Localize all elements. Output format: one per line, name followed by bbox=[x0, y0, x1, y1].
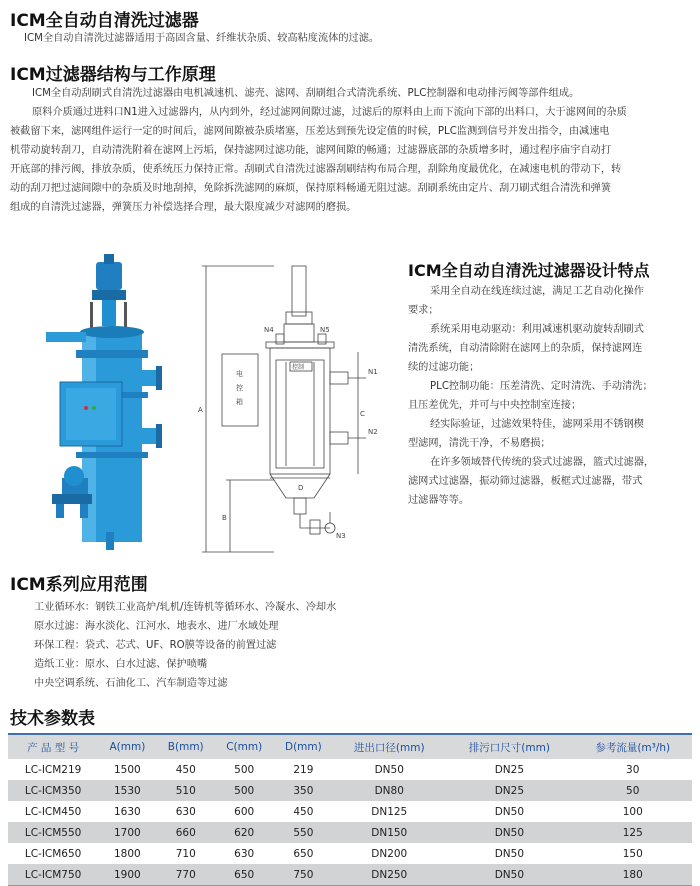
table-cell: DN200 bbox=[371, 847, 408, 860]
inner-label: 控制 bbox=[292, 364, 305, 371]
box-text-2: 控 bbox=[236, 384, 243, 392]
table-cell: 1630 bbox=[114, 805, 141, 818]
structure-line: 原料介质通过进料口N1进入过滤器内，从内到外，经过滤网间隙过滤，过滤后的原料由上而下流向下部的出料口，大于滤网间的杂质 bbox=[32, 107, 627, 118]
intro-text: ICM全自动自清洗过滤器适用于高固含量、纤维状杂质、较高粘度流体的过滤。 bbox=[24, 33, 380, 44]
table-cell: 660 bbox=[157, 822, 215, 843]
table-cell: 1530 bbox=[98, 780, 156, 801]
table-cell: 500 bbox=[215, 780, 274, 801]
feature-line: 滤网式过滤器，振动筛过滤器，板框式过滤器，带式 bbox=[408, 476, 643, 487]
table-cell: DN50 bbox=[445, 822, 573, 843]
label-n3: N3 bbox=[336, 532, 346, 540]
column-header: C(mm) bbox=[215, 734, 274, 759]
table-cell: LC-ICM550 bbox=[8, 822, 98, 843]
table-cell: LC-ICM650 bbox=[24, 847, 82, 860]
table-cell: LC-ICM750 bbox=[8, 864, 98, 886]
table-cell: 150 bbox=[622, 847, 643, 860]
label-b: B bbox=[222, 514, 227, 522]
table-cell: LC-ICM450 bbox=[24, 805, 82, 818]
column-header: D(mm) bbox=[273, 734, 333, 759]
column-header: 参考流量(m³/h) bbox=[573, 734, 692, 759]
structure-line: 动的刮刀把过滤间隙中的杂质及时地刮掉，免除拆洗滤网的麻烦，保持原料畅通无阻过滤。刮刷系统由定片、刮刀刷式组合清洗和弹簧 bbox=[10, 183, 612, 194]
feature-line: 且压差优先，并可与中央控制室连接； bbox=[408, 400, 582, 411]
table-cell: 30 bbox=[626, 763, 640, 776]
feature-line: 过滤器等等。 bbox=[408, 495, 470, 506]
table-cell: 630 bbox=[234, 847, 255, 860]
table-cell: 620 bbox=[215, 822, 274, 843]
feature-line: 要求； bbox=[408, 305, 439, 316]
table-cell: DN80 bbox=[333, 780, 445, 801]
feature-line: PLC控制功能：压差清洗、定时清洗、手动清洗； bbox=[430, 381, 653, 392]
table-cell: 710 bbox=[175, 847, 196, 860]
table-cell: 650 bbox=[215, 864, 274, 886]
table-cell: DN150 bbox=[333, 822, 445, 843]
table-cell: DN25 bbox=[445, 780, 573, 801]
table-cell: 1700 bbox=[98, 822, 156, 843]
feature-line: 型滤网，清洗干净，不易磨损； bbox=[408, 438, 551, 449]
label-n5: N5 bbox=[320, 326, 330, 334]
product-illustration bbox=[16, 232, 186, 554]
table-row bbox=[8, 801, 692, 822]
application-item: 中央空调系统、石油化工、汽车制造等过滤 bbox=[34, 678, 228, 689]
label-n4: N4 bbox=[264, 326, 274, 334]
table-cell: 450 bbox=[293, 805, 314, 818]
table-row bbox=[8, 843, 692, 864]
feature-line: 续的过滤功能； bbox=[408, 362, 480, 373]
table-cell: DN25 bbox=[494, 763, 525, 776]
table-cell: DN50 bbox=[374, 763, 404, 776]
table-row bbox=[8, 822, 692, 843]
applications-heading: ICM系列应用范围 bbox=[10, 575, 148, 595]
applications-list bbox=[34, 598, 336, 693]
table-cell: 750 bbox=[273, 864, 333, 886]
application-item: 环保工程：袋式、芯式、UF、RO膜等设备的前置过滤 bbox=[34, 640, 277, 651]
structure-line: 开底部的排污阀，排放杂质，使系统压力保持正常。刮刷式自清洗过滤器刮刷结构布局合理，刮除角度最优化，在减速电机的带动下，转 bbox=[10, 164, 622, 175]
table-cell: 450 bbox=[175, 763, 196, 776]
table-cell: 219 bbox=[293, 763, 314, 776]
application-item: 造纸工业：原水、白水过滤、保护喷嘴 bbox=[34, 659, 208, 670]
spec-table bbox=[8, 733, 692, 886]
column-header: B(mm) bbox=[157, 734, 215, 759]
table-cell: 125 bbox=[573, 822, 692, 843]
features-heading: ICM全自动自清洗过滤器设计特点 bbox=[408, 261, 650, 280]
table-cell: 550 bbox=[273, 822, 333, 843]
label-n2: N2 bbox=[368, 428, 378, 436]
table-cell: 1900 bbox=[98, 864, 156, 886]
column-header: 产 品 型 号 bbox=[8, 734, 98, 759]
structure-paragraph bbox=[10, 84, 690, 217]
table-cell: LC-ICM219 bbox=[24, 763, 82, 776]
table-cell: 50 bbox=[573, 780, 692, 801]
table-cell: 1800 bbox=[114, 847, 141, 860]
application-item: 原水过滤：海水淡化、江河水、地表水、进厂水域处理 bbox=[34, 621, 279, 632]
table-cell: DN50 bbox=[494, 847, 525, 860]
table-row bbox=[8, 864, 692, 886]
column-header: 排污口尺寸(mm) bbox=[445, 734, 573, 759]
box-text-1: 电 bbox=[236, 370, 243, 378]
table-cell: 1500 bbox=[114, 763, 141, 776]
label-n1: N1 bbox=[368, 368, 378, 376]
label-a: A bbox=[198, 406, 203, 414]
feature-line: 系统采用电动驱动：利用减速机驱动旋转刮刷式 bbox=[430, 324, 644, 335]
label-d: D bbox=[298, 484, 304, 492]
table-cell: DN50 bbox=[494, 805, 525, 818]
table-row bbox=[8, 780, 692, 801]
feature-line: 清洗系统，自动清除附在滤网上的杂质，保持滤网连 bbox=[408, 343, 643, 354]
table-cell: 650 bbox=[293, 847, 314, 860]
table-cell: 510 bbox=[157, 780, 215, 801]
table-cell: 770 bbox=[157, 864, 215, 886]
feature-line: 在许多领域替代传统的袋式过滤器，篮式过滤器， bbox=[430, 457, 655, 468]
table-row bbox=[8, 759, 692, 780]
features-list bbox=[408, 282, 690, 510]
structure-line: 机带动旋转刮刀，自动清洗附着在滤网上污垢，保持滤网过滤功能，滤网间隙的畅通；过滤器底部的杂质增多时，通过程序庙宇自动打 bbox=[10, 145, 612, 156]
table-cell: 180 bbox=[573, 864, 692, 886]
table-cell: 630 bbox=[175, 805, 196, 818]
table-cell: DN250 bbox=[333, 864, 445, 886]
table-cell: LC-ICM350 bbox=[8, 780, 98, 801]
table-cell: 500 bbox=[234, 763, 255, 776]
structure-line: 被截留下来，滤网组件运行一定的时间后，滤网间隙被杂质堵塞，压差达到预先设定值的时候，PLC监测到信号并发出指令，由减速电 bbox=[10, 126, 610, 137]
structure-heading: ICM过滤器结构与工作原理 bbox=[10, 65, 216, 85]
feature-line: 经实际验证，过滤效果特佳，滤网采用不锈钢楔 bbox=[430, 419, 644, 430]
dimension-diagram bbox=[190, 252, 400, 568]
feature-line: 采用全自动在线连续过滤，满足工艺自动化操作 bbox=[430, 286, 644, 297]
structure-line: 组成的自清洗过滤器，弹簧压力补偿选择合理，最大限度减少对滤网的磨损。 bbox=[10, 202, 357, 213]
page-title: ICM全自动自清洗过滤器 bbox=[10, 11, 199, 31]
column-header: A(mm) bbox=[98, 734, 156, 759]
table-cell: 100 bbox=[622, 805, 643, 818]
spec-table-heading: 技术参数表 bbox=[10, 709, 95, 729]
table-cell: 350 bbox=[273, 780, 333, 801]
column-header: 进出口径(mm) bbox=[333, 734, 445, 759]
application-item: 工业循环水：钢铁工业高炉/轧机/连铸机等循环水、冷凝水、冷却水 bbox=[34, 602, 337, 613]
box-text-3: 箱 bbox=[236, 398, 243, 406]
label-c: C bbox=[360, 410, 365, 418]
table-header-row bbox=[8, 734, 692, 759]
table-cell: DN125 bbox=[371, 805, 408, 818]
table-cell: DN50 bbox=[445, 864, 573, 886]
table-cell: 600 bbox=[234, 805, 255, 818]
structure-line: ICM全自动刮刷式自清洗过滤器由电机减速机、滤壳、滤网、刮刷组合式清洗系统、PLC控制器和电动排污阀等部件组成。 bbox=[32, 88, 580, 99]
